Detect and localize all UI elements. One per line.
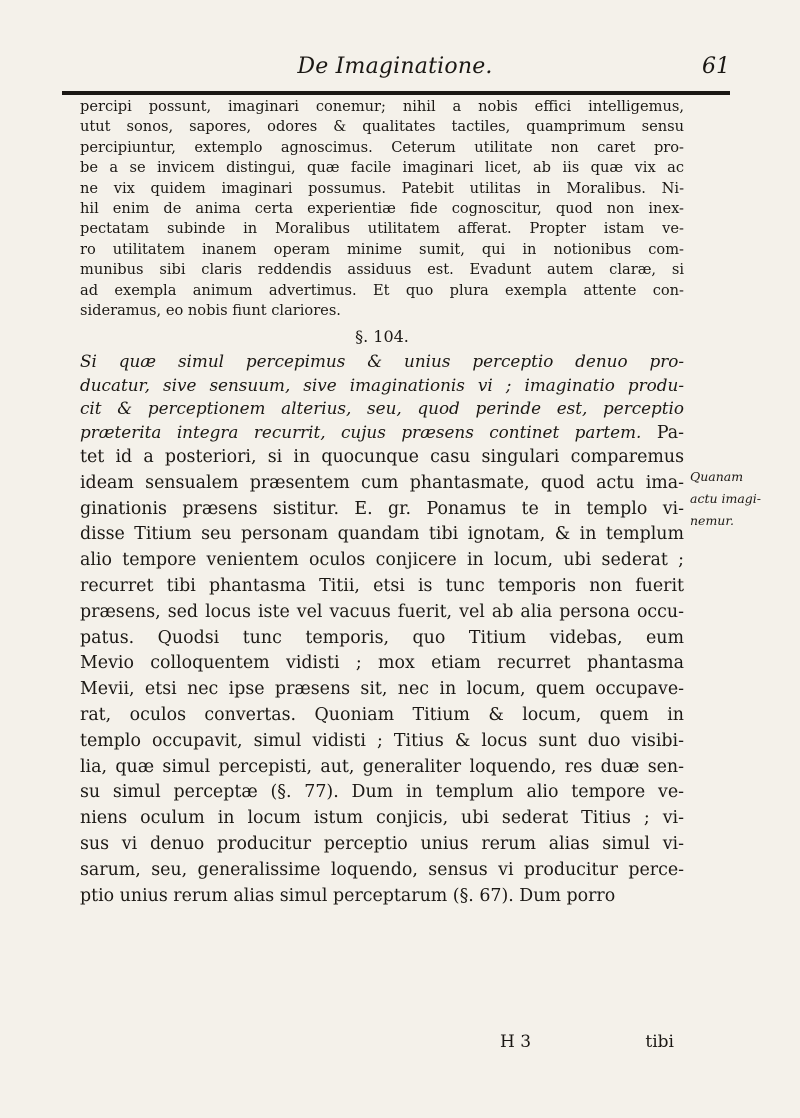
thesis-line: cit & perceptionem alterius, seu, quod perinde est, perceptio <box>80 398 684 419</box>
text-line: ptio unius rerum alias simul perceptarum (§. 67). Dum porro <box>80 885 616 906</box>
page-header <box>60 50 730 90</box>
text-line: percipiuntur, extemplo agnoscimus. Ceterum utilitate non caret pro- <box>80 138 684 156</box>
thesis-statement <box>80 350 684 445</box>
signature-mark: H 3 <box>500 1032 532 1052</box>
text-line: templo occupavit, simul vidisti ; Titius & locus sunt duo visibi- <box>80 730 684 751</box>
paragraph-1 <box>80 97 684 321</box>
text-line: rat, oculos convertas. Quoniam Titium & locum, quem in <box>80 705 684 726</box>
section-number: §. 104. <box>355 327 409 347</box>
margin-note-line: nemur. <box>690 513 734 528</box>
thesis-line: ducatur, sive sensuum, sive imaginationis vi ; imaginatio produ- <box>80 374 684 395</box>
text-line: Mevio colloquentem vidisti ; mox etiam recurret phantasma <box>80 653 684 674</box>
text-line: alio tempore venientem oculos conjicere in locum, ubi sederat ; <box>80 550 684 571</box>
thesis-line-text: præterita integra recurrit, cujus præsens continet partem. <box>80 421 642 442</box>
text-line: hil enim de anima certa experientiæ fide cognoscitur, quod non inex- <box>80 200 684 218</box>
running-title: De Imaginatione. <box>297 54 493 79</box>
text-line: ad exempla animum advertimus. Et quo plura exempla attente con- <box>80 281 684 299</box>
margin-note-line: Quanam <box>690 469 744 484</box>
text-line: præsens, sed locus iste vel vacuus fuerit, vel ab alia persona occu- <box>80 601 684 622</box>
catchword: tibi <box>645 1032 674 1052</box>
page-footer <box>80 1032 684 1056</box>
text-line: tet id a posteriori, si in quocunque casu singulari comparemus <box>80 447 684 468</box>
text-line: lia, quæ simul percepisti, aut, generaliter loquendo, res duæ sen- <box>80 756 684 777</box>
text-line: be a se invicem distingui, quæ facile imaginari licet, ab iis quæ vix ac <box>80 159 684 177</box>
text-line: ideam sensualem præsentem cum phantasmate, quod actu ima- <box>80 472 684 493</box>
text-line: percipi possunt, imaginari conemur; nihil a nobis effici intelligemus, <box>80 98 684 115</box>
text-line: Mevii, etsi nec ipse præsens sit, nec in locum, quem occupave- <box>80 679 684 700</box>
text-line: recurret tibi phantasma Titii, etsi is tunc temporis non fuerit <box>80 576 684 597</box>
text-line: patus. Quodsi tunc temporis, quo Titium videbas, eum <box>80 627 684 648</box>
header-rule <box>62 91 730 95</box>
text-line: sus vi denuo producitur perceptio unius rerum alias simul vi- <box>80 834 684 855</box>
paragraph-2 <box>80 445 684 909</box>
text-line: niens oculum in locum istum conjicis, ubi sederat Titius ; vi- <box>80 808 684 829</box>
text-line: munibus sibi claris reddendis assiduus est. Evadunt autem claræ, si <box>80 261 684 279</box>
text-line: ro utilitatem inanem operam minime sumit, qui in notionibus com- <box>80 240 684 258</box>
text-line: sideramus, eo nobis fiunt clariores. <box>80 302 341 320</box>
margin-note-line: actu imagi- <box>690 491 762 506</box>
text-line: ne vix quidem imaginari possumus. Patebit utilitas in Moralibus. Ni- <box>80 179 684 197</box>
text-line: ginationis præsens sistitur. E. gr. Ponamus te in templo vi- <box>80 498 684 519</box>
text-line: sarum, seu, generalissime loquendo, sensus vi producitur perce- <box>80 859 684 880</box>
text-line: su simul perceptæ (§. 77). Dum in templum alio tempore ve- <box>80 782 684 803</box>
thesis-line: Si quæ simul percepimus & unius perceptio denuo pro- <box>80 351 684 372</box>
thesis-line <box>80 421 684 445</box>
text-line: pectatam subinde in Moralibus utilitatem afferat. Propter istam ve- <box>80 220 684 238</box>
page-number: 61 <box>702 54 730 79</box>
body-text <box>80 97 684 909</box>
text-line: utut sonos, sapores, odores & qualitates tactiles, quamprimum sensu <box>80 118 684 136</box>
paragraph-2-lead: Pa- <box>656 422 684 443</box>
margin-note <box>690 466 800 532</box>
text-line: disse Titium seu personam quandam tibi ignotam, & in templum <box>80 524 684 545</box>
